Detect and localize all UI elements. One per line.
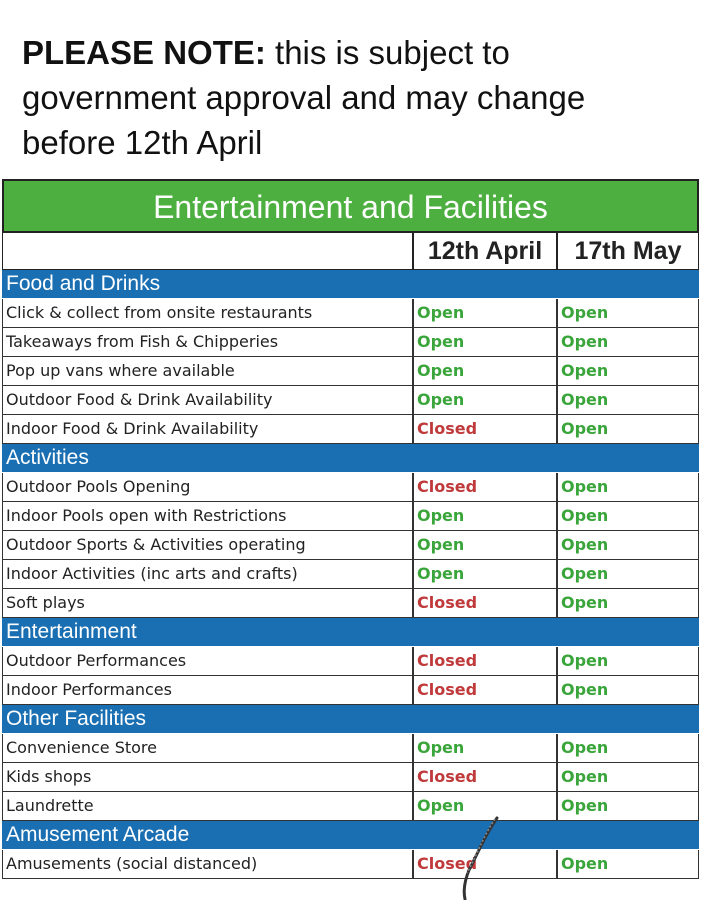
facility-label: Amusements (social distanced) [2, 850, 412, 878]
status-12th-april: Open [412, 560, 556, 588]
facility-label: Pop up vans where available [2, 357, 412, 385]
facility-label: Kids shops [2, 763, 412, 791]
header-blank-cell [2, 233, 412, 269]
status-12th-april: Open [412, 502, 556, 530]
table-row [2, 763, 699, 792]
facility-label: Takeaways from Fish & Chipperies [2, 328, 412, 356]
facility-label: Outdoor Sports & Activities operating [2, 531, 412, 559]
status-17th-may: Open [556, 850, 699, 878]
column-header-12th-april: 12th April [412, 233, 556, 269]
status-12th-april: Open [412, 531, 556, 559]
status-17th-may: Open [556, 473, 699, 501]
table-row [2, 676, 699, 705]
table-title: Entertainment and Facilities [2, 179, 699, 233]
status-17th-may: Open [556, 560, 699, 588]
table-row [2, 531, 699, 560]
status-17th-may: Open [556, 763, 699, 791]
status-12th-april: Closed [412, 647, 556, 675]
facility-label: Outdoor Performances [2, 647, 412, 675]
status-17th-may: Open [556, 328, 699, 356]
section-header: Other Facilities [2, 705, 699, 734]
section-header: Food and Drinks [2, 270, 699, 299]
table-row [2, 850, 699, 879]
table-row [2, 589, 699, 618]
status-17th-may: Open [556, 676, 699, 704]
status-12th-april: Closed [412, 676, 556, 704]
table-row [2, 734, 699, 763]
status-17th-may: Open [556, 386, 699, 414]
status-17th-may: Open [556, 531, 699, 559]
status-12th-april: Open [412, 734, 556, 762]
status-12th-april: Open [412, 386, 556, 414]
notice-label: PLEASE NOTE: [22, 34, 266, 71]
facility-label: Indoor Pools open with Restrictions [2, 502, 412, 530]
table-row [2, 415, 699, 444]
notice-body: this is subject to government approval and may change before 12th April [22, 34, 586, 161]
table-row [2, 647, 699, 676]
facility-label: Soft plays [2, 589, 412, 617]
status-12th-april: Open [412, 792, 556, 820]
table-header-row [2, 233, 699, 270]
table-row [2, 473, 699, 502]
facility-label: Click & collect from onsite restaurants [2, 299, 412, 327]
status-17th-may: Open [556, 502, 699, 530]
status-17th-may: Open [556, 792, 699, 820]
section-header: Activities [2, 444, 699, 473]
status-17th-may: Open [556, 415, 699, 443]
facility-label: Indoor Performances [2, 676, 412, 704]
status-12th-april: Closed [412, 763, 556, 791]
facility-label: Indoor Activities (inc arts and crafts) [2, 560, 412, 588]
table-row [2, 328, 699, 357]
status-17th-may: Open [556, 357, 699, 385]
status-12th-april: Closed [412, 850, 556, 878]
facility-label: Laundrette [2, 792, 412, 820]
status-17th-may: Open [556, 589, 699, 617]
column-header-17th-may: 17th May [556, 233, 699, 269]
table-body [2, 270, 699, 879]
status-17th-may: Open [556, 734, 699, 762]
table-row [2, 502, 699, 531]
table-row [2, 560, 699, 589]
facility-label: Outdoor Pools Opening [2, 473, 412, 501]
table-row [2, 792, 699, 821]
table-row [2, 386, 699, 415]
status-12th-april: Closed [412, 415, 556, 443]
section-header: Amusement Arcade [2, 821, 699, 850]
table-row [2, 357, 699, 386]
status-12th-april: Open [412, 299, 556, 327]
status-12th-april: Closed [412, 589, 556, 617]
table-row [2, 299, 699, 328]
facilities-table [2, 179, 699, 879]
section-header: Entertainment [2, 618, 699, 647]
facility-label: Indoor Food & Drink Availability [2, 415, 412, 443]
status-12th-april: Open [412, 328, 556, 356]
status-17th-may: Open [556, 299, 699, 327]
status-17th-may: Open [556, 647, 699, 675]
facility-label: Outdoor Food & Drink Availability [2, 386, 412, 414]
status-12th-april: Closed [412, 473, 556, 501]
status-12th-april: Open [412, 357, 556, 385]
facility-label: Convenience Store [2, 734, 412, 762]
notice-text [22, 30, 682, 165]
pen-scribble-mark [455, 815, 505, 900]
